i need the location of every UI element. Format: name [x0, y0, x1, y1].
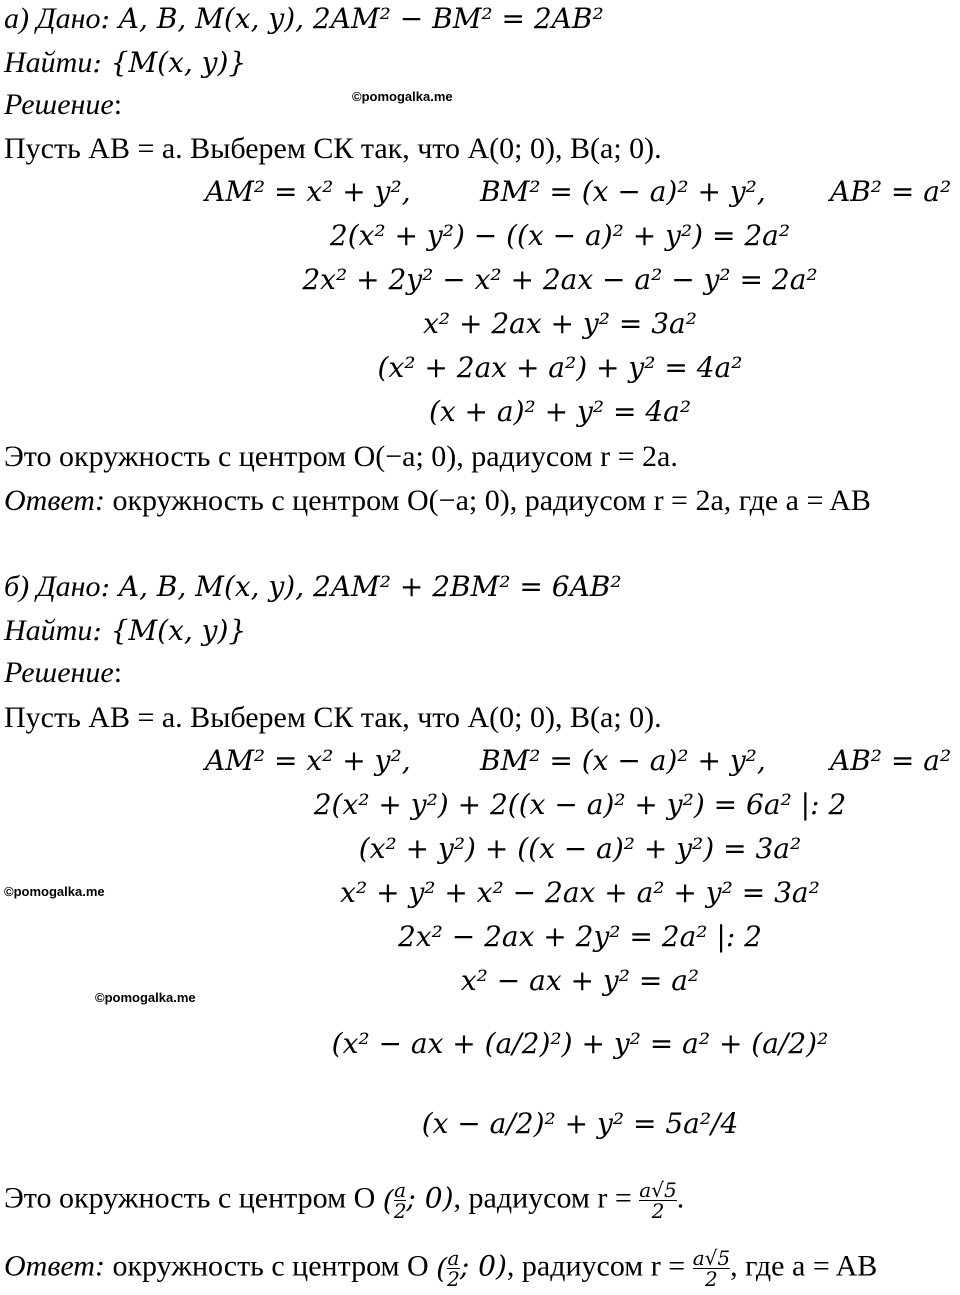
part-a-eq4: x² + 2ax + y² = 3a² [423, 307, 697, 340]
part-a-eq3: 2x² + 2y² − x² + 2ax − a² − y² = 2a² [302, 263, 818, 296]
part-a-eq2: 2(x² + y²) − ((x − a)² + y²) = 2a² [329, 219, 791, 252]
part-b-eq1c: AB² = a² [830, 744, 952, 777]
part-b-eq4: x² + y² + x² − 2ax + a² + y² = 3a² [340, 876, 820, 909]
part-b-eq6: x² − ax + y² = a² [460, 964, 700, 997]
part-b-given: б) Дано: A, B, M(x, y), 2AM² + 2BM² = 6AB² [4, 570, 622, 603]
part-b-eq8: (x − a/2)² + y² = 5a²/4 [421, 1107, 739, 1140]
part-a-eq5: (x² + 2ax + a²) + y² = 4a² [377, 351, 743, 384]
part-a-solution-label: Решение: [4, 88, 123, 121]
part-a-given: а) Дано: A, B, M(x, y), 2AM² − BM² = 2AB² [4, 2, 604, 35]
part-b-eq7: (x² − ax + (a/2)²) + y² = a² + (a/2)² [331, 1027, 829, 1060]
part-a-answer: Ответ: окружность с центром O(−a; 0), радиусом r = 2a, где a = AB [4, 484, 871, 517]
part-a-eq6: (x + a)² + y² = 4a² [428, 395, 692, 428]
watermark: ©pomogalka.me [352, 89, 453, 104]
part-a-setup: Пусть AB = a. Выберем СК так, что A(0; 0), B(a; 0). [4, 132, 662, 165]
part-a-eq1a: AM² = x² + y², [205, 175, 411, 208]
part-b-conclusion: Это окружность с центром O ( $\frac{a}{2}$ ; 0), радиусом r = $\frac{a√5}{2}$ . [4, 1178, 685, 1223]
part-b-find: Найти: {M(x, y)} [4, 614, 247, 647]
part-b-eq1a: AM² = x² + y², [205, 744, 411, 777]
part-b-eq5: 2x² − 2ax + 2y² = 2a² |: 2 [398, 920, 762, 953]
part-b-eq2: 2(x² + y²) + 2((x − a)² + y²) = 6a² |: 2 [313, 788, 847, 821]
part-b-answer: Ответ: окружность с центром O ( $\frac{a}{2}$ ; 0), радиусом r = $\frac{a√5}{2}$ , где a = AB [4, 1246, 878, 1291]
part-b-solution-label: Решение: [4, 656, 123, 689]
part-b-eq1b: BM² = (x − a)² + y², [480, 744, 766, 777]
part-a-find: Найти: {M(x, y)} [4, 46, 247, 79]
part-a-eq1b: BM² = (x − a)² + y², [480, 175, 766, 208]
watermark: ©pomogalka.me [95, 990, 196, 1005]
part-a-eq1c: AB² = a² [830, 175, 952, 208]
part-b-eq3: (x² + y²) + ((x − a)² + y²) = 3a² [358, 832, 802, 865]
watermark: ©pomogalka.me [4, 884, 105, 899]
part-a-conclusion: Это окружность с центром O(−a; 0), радиусом r = 2a. [4, 440, 678, 473]
part-b-setup: Пусть AB = a. Выберем СК так, что A(0; 0), B(a; 0). [4, 701, 662, 734]
